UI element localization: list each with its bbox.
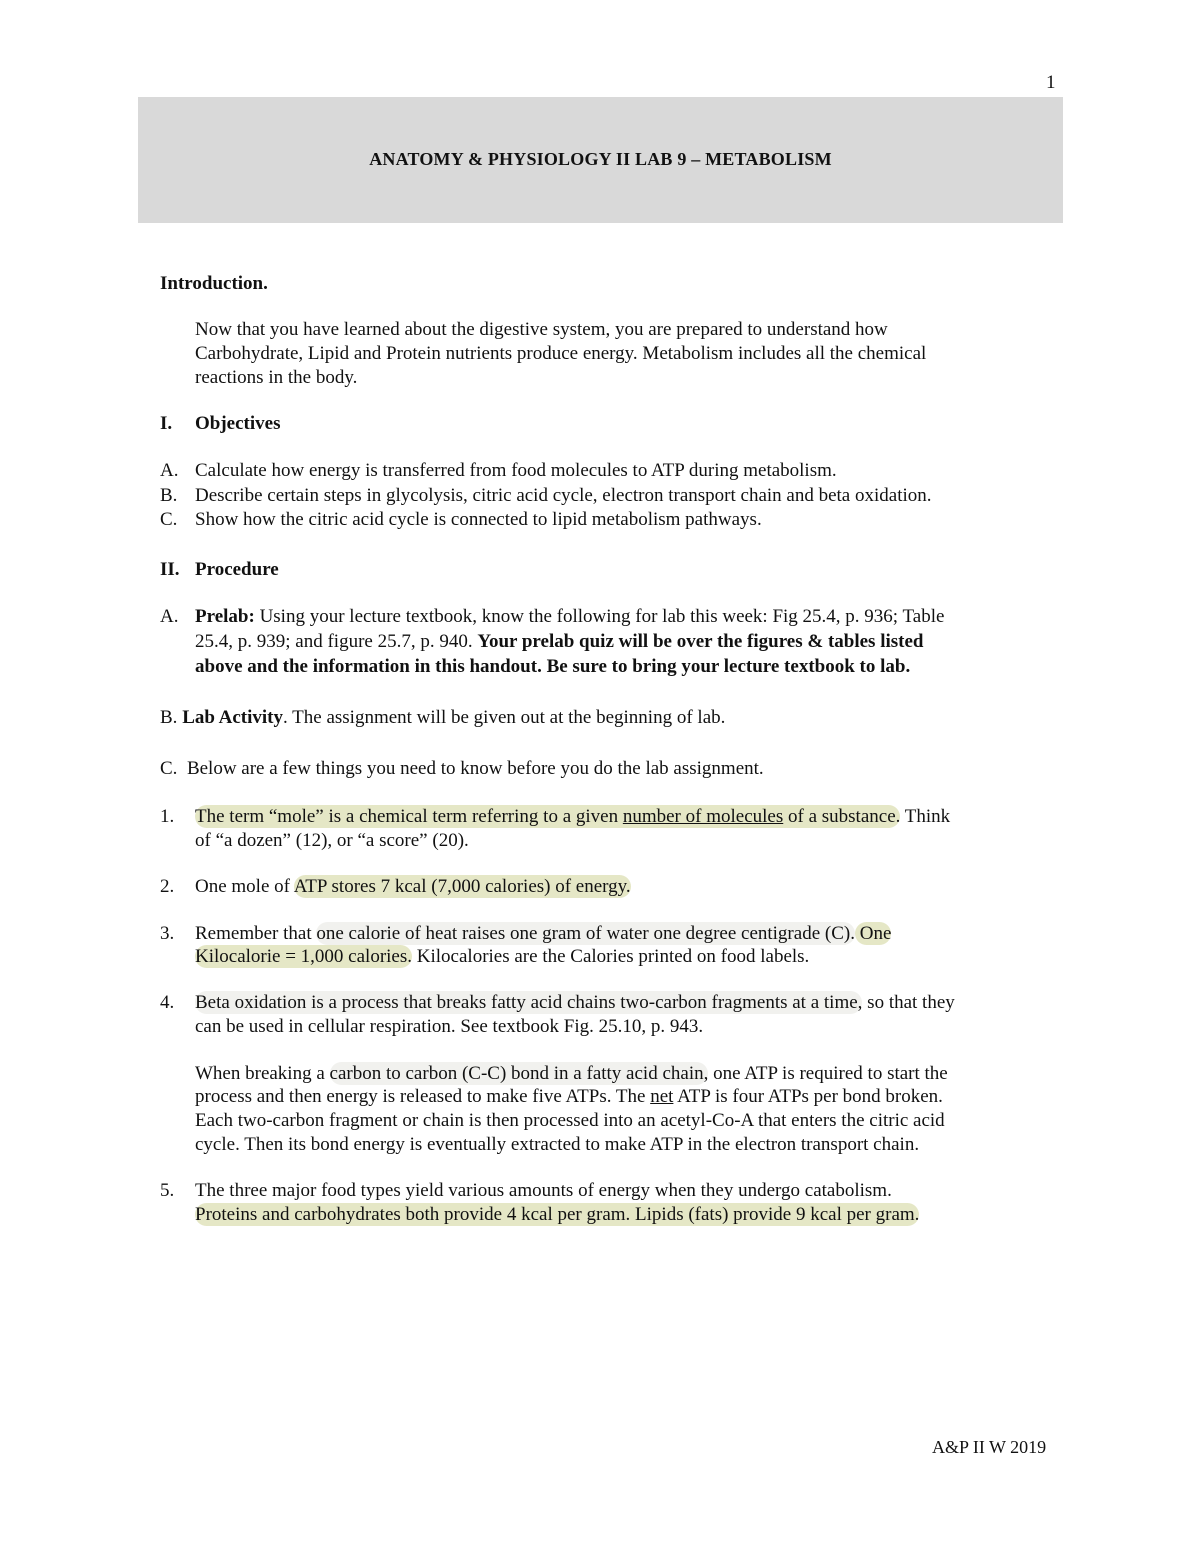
note-4-line-2: can be used in cellular respiration. See textbook Fig. 25.10, p. 943. (195, 1016, 704, 1037)
lab-activity-text: . The assignment will be given out at the beginning of lab. (283, 707, 726, 728)
note-3-highlight-kilocalorie: Kilocalorie = 1,000 calories. (195, 946, 413, 967)
note-4-para-2-line-3: Each two-carbon fragment or chain is then processed into an acetyl-Co-A that enters the citric acid (195, 1110, 945, 1131)
footer-text: A&P II W 2019 (932, 1437, 1047, 1457)
note-3-marker: 3. (160, 923, 175, 944)
page-title: ANATOMY & PHYSIOLOGY II LAB 9 – METABOLISM (369, 149, 832, 169)
prelab-bold-2: Your prelab quiz will be over the figures & tables listed (477, 631, 924, 652)
prelab-text-1: Using your lecture textbook, know the following for lab this week: Fig 25.4, p. 936; Table (254, 606, 945, 627)
intro-line-2: Carbohydrate, Lipid and Protein nutrients produce energy. Metabolism includes all the chemical (195, 343, 927, 364)
note-2-text: One mole of (195, 876, 294, 897)
objectives-numeral: I. (160, 413, 173, 434)
note-1-highlight (195, 805, 900, 828)
note-4-text-b: so that they (862, 992, 955, 1013)
note-2-marker: 2. (160, 876, 175, 897)
objective-marker-c: C. (160, 509, 178, 530)
note-3-highlight-one: One (854, 923, 892, 944)
note-1-underlined: number of molecules (622, 806, 784, 827)
lab-activity-label: Lab Activity (182, 707, 283, 728)
procedure-numeral: II. (160, 559, 180, 580)
note-3-line-2 (195, 945, 809, 969)
note-4-para-2-line-2 (195, 1085, 943, 1109)
objective-marker-b: B. (160, 485, 178, 506)
note-1-text-b: of a substance. (783, 806, 901, 827)
procedure-marker-a: A. (160, 606, 179, 627)
note-1-text-a: The term “mole” is a chemical term referring to a given (195, 806, 623, 827)
note-4-faint-highlight: Beta oxidation is a process that breaks fatty acid chains two-carbon fragments at a time, (195, 992, 863, 1013)
note-1-line-1 (195, 805, 950, 829)
note-4-p2-underlined: net (650, 1086, 674, 1107)
note-5-highlight: Proteins and carbohydrates both provide 4 kcal per gram. Lipids (fats) provide 9 kcal per gram. (195, 1204, 920, 1225)
procedure-marker-b: B. (160, 707, 178, 728)
prelab-line-1 (195, 605, 944, 629)
note-1-marker: 1. (160, 806, 175, 827)
note-3-text-a: Remember that (195, 923, 317, 944)
procedure-heading: Procedure (195, 559, 279, 580)
prelab-line-2 (195, 630, 924, 654)
objective-marker-a: A. (160, 460, 179, 481)
procedure-c-text: Below are a few things you need to know before you do the lab assignment. (186, 758, 764, 779)
note-3-line-1 (195, 922, 891, 946)
note-3-faint-highlight: one calorie of heat raises one gram of water one degree centigrade (C). (316, 923, 855, 944)
objective-c: Show how the citric acid cycle is connected to lipid metabolism pathways. (195, 509, 762, 530)
note-4-p2-text-a: When breaking a (195, 1063, 330, 1084)
note-4-p2-text-c: one ATP is required to start the (708, 1063, 948, 1084)
introduction-heading: Introduction. (160, 273, 268, 294)
lab-activity-line (160, 706, 725, 730)
note-3-text-b: Kilocalories are the Calories printed on food labels. (412, 946, 810, 967)
objectives-heading: Objectives (195, 413, 281, 434)
note-2-highlight: ATP stores 7 kcal (7,000 calories) of energy. (293, 876, 631, 897)
note-4-marker: 4. (160, 992, 175, 1013)
objective-a: Calculate how energy is transferred from food molecules to ATP during metabolism. (195, 460, 837, 481)
prelab-bold-3: above and the information in this handout. Be sure to bring your lecture textbook to lab. (195, 656, 911, 677)
prelab-text-2: 25.4, p. 939; and figure 25.7, p. 940. (195, 631, 478, 652)
note-4-p2-text-d: process and then energy is released to make five ATPs. The (195, 1086, 651, 1107)
intro-line-3: reactions in the body. (195, 367, 358, 388)
page-number: 1 (1046, 72, 1056, 93)
note-4-p2-faint-highlight: carbon to carbon (C-C) bond in a fatty acid chain, (329, 1063, 709, 1084)
note-4-para-2-line-1 (195, 1062, 948, 1086)
title-band (138, 97, 1063, 223)
intro-line-1: Now that you have learned about the digestive system, you are prepared to understand how (195, 319, 888, 340)
note-1-line-2: of “a dozen” (12), or “a score” (20). (195, 830, 469, 851)
note-4-p2-text-e: ATP is four ATPs per bond broken. (673, 1086, 943, 1107)
procedure-c-line (160, 757, 764, 781)
note-4-line-1 (195, 991, 955, 1015)
note-5-line-1: The three major food types yield various amounts of energy when they undergo catabolism. (195, 1180, 892, 1201)
prelab-label: Prelab: (195, 606, 255, 627)
procedure-marker-c: C. (160, 758, 178, 779)
note-5-marker: 5. (160, 1180, 175, 1201)
note-4-para-2-line-4: cycle. Then its bond energy is eventually extracted to make ATP in the electron transport chain. (195, 1134, 920, 1155)
note-1-text-c: Think (900, 806, 951, 827)
note-2-line (195, 875, 631, 899)
note-5-line-2 (195, 1203, 919, 1227)
objective-b: Describe certain steps in glycolysis, citric acid cycle, electron transport chain and beta oxidation. (195, 485, 932, 506)
